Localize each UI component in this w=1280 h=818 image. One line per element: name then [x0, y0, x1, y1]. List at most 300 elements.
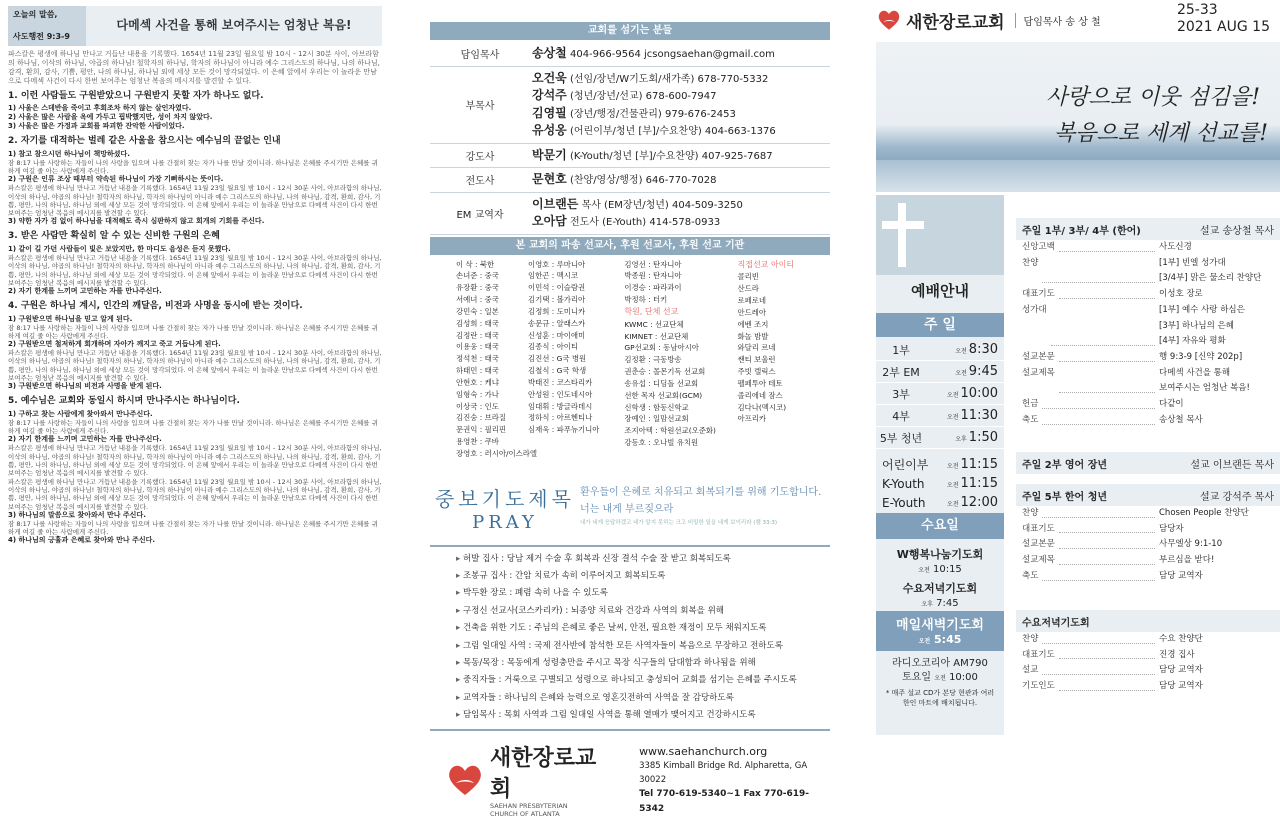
- prayer-subtitle: [580, 483, 830, 543]
- prayer-verse: 내가 네게 응답하겠고 네가 알지 못하는 크고 비밀한 일을 네게 보이리라 (렘 33:3): [580, 519, 778, 526]
- mission-item: 이 삭 : 북한: [456, 259, 495, 269]
- sermon-header: [8, 6, 382, 46]
- service-name: 2부 EM: [882, 365, 920, 379]
- program-row: [1016, 522, 1280, 538]
- service-name: 5부 청년: [879, 431, 923, 445]
- mission-item: 장영호 : 러시아/이스라엘: [456, 449, 538, 458]
- service-ampm: 오후: [955, 436, 967, 443]
- wed-service-2-time: 7:45: [936, 598, 959, 609]
- service-time: 8:30: [968, 342, 998, 357]
- sermon-intro: 파스칼은 평생에 하나님 만나고 거듭난 내용을 기록했다. 1654년 11월 23일 월요일 밤 10시 - 12시 30분 사이, 아브라함의 하나님, 이삭의 하나님, 야곱의 하나님! 철학자의 하나님, 학자의 하나님이 아니라 예수 그리스도의 하나님, 나의 하나님, 감격, 환희, 감사, 기쁨, 평안, 나의 하나님, 하나님 외에 세상 모든 것이 망각되었다. 이 은혜 앞에서 우리는 이 놀라운 만남으로 다메섹 사건이 다시 한번 보여주는 엄청난 복음의 메시지를 발견할 수 있다.: [8, 50, 380, 85]
- mission-item: 안현호 : 케냐: [456, 377, 499, 387]
- service-ampm: 오전: [946, 392, 959, 399]
- section-1-item: 2) 사울은 많은 사람을 옥에 가두고 핍박했지만, 성이 차지 않았다.: [8, 113, 213, 122]
- mission-item: 로페로네: [737, 295, 767, 305]
- program-item-value: 다같이: [1159, 399, 1184, 410]
- program-sunday-korean: [1016, 218, 1280, 429]
- mission-item: 선한 목자 선교회(GCM): [624, 390, 703, 400]
- footer-church-name: 새한장로교회: [490, 745, 597, 802]
- radio-station: 라디오코리아 AM790: [892, 658, 988, 669]
- program-row: [1016, 648, 1280, 664]
- radio-info: [876, 657, 1004, 709]
- mission-item: 안드레아: [737, 307, 767, 317]
- program-item-value: 사무엘상 9:1-10: [1159, 539, 1223, 550]
- cover-pastor: 담임목사 송 상 철: [1015, 13, 1101, 28]
- section-5-title: 5. 예수님은 교회와 동일시 하시며 만나주시는 하나님이다.: [8, 396, 240, 407]
- staff-role: 전도사: [430, 168, 530, 193]
- program-item-value: 이성호 장로: [1159, 289, 1203, 300]
- staff-row: [430, 168, 830, 193]
- prayer-item: ▸ 그림 일대일 사역 : 국제 전사반에 참석한 모든 사역자들이 복음으로 무장하고 전하도록: [456, 638, 830, 655]
- section-1-item: 1) 사울은 스데반을 죽이고 후회조차 하지 않는 살인자였다.: [8, 104, 192, 113]
- section-1-title: 1. 이런 사람들도 구원받았으니 구원받지 못할 자가 하나도 없다.: [8, 90, 264, 101]
- program-item-value: 담당 교역자: [1159, 665, 1203, 676]
- program-item-label: 설교본문: [1022, 352, 1055, 363]
- sea-image: [876, 160, 1280, 192]
- staff-line: [532, 122, 828, 140]
- dotted-leader: [1059, 287, 1155, 299]
- staff-name: 문현호: [532, 172, 567, 186]
- program-row: [1016, 506, 1280, 522]
- dotted-leader: [1042, 506, 1155, 518]
- footer-english-1: SAEHAN PRESBYTERIAN: [490, 801, 568, 810]
- staff-header: 교회를 섬기는 분들: [430, 22, 830, 40]
- service-name: 1부: [892, 343, 910, 357]
- dawn-prayer-label: 매일새벽기도회: [896, 618, 984, 633]
- mission-item: 김진숭 : 브라질: [456, 413, 507, 423]
- staff-line: [532, 87, 828, 105]
- footer-contact: [639, 743, 830, 817]
- program-item-value: 담당 교역자: [1159, 681, 1203, 692]
- program-row: [1016, 537, 1280, 553]
- mission-item: 강민숙 : 일본: [456, 306, 499, 316]
- prayer-title: [430, 483, 580, 543]
- prayer-subtitle-1: 환우들이 은혜로 치유되고 회복되기를 위해 기도합니다.: [580, 486, 822, 498]
- staff-info: 전도사 (E-Youth) 414-578-0933: [569, 217, 721, 228]
- staff-details: [530, 168, 830, 193]
- cover-banner: [876, 42, 1280, 192]
- dotted-leader: [1042, 397, 1155, 409]
- worship-title: 예배안내: [911, 282, 969, 300]
- staff-row: [430, 192, 830, 234]
- missions-col-3: [624, 259, 737, 477]
- section-2-item: 3) 약한 자가 검 없이 하나님을 대적해도 즉시 심판하지 않고 회개의 기회를 주신다.: [8, 217, 265, 226]
- staff-name: 유성옹: [532, 123, 567, 137]
- mission-item: 임한곤 : 멕시코: [528, 271, 579, 281]
- program-item-label: 설교제목: [1022, 555, 1055, 566]
- section-5-item: 2) 자기 한계를 느끼며 고민하는 자를 만나주신다.: [8, 435, 162, 444]
- section-3-title: 3. 받은 사람만 확실히 알 수 있는 신비한 구원의 은혜: [8, 231, 220, 242]
- program-row: [1016, 256, 1280, 287]
- staff-name: 박문기: [532, 147, 567, 162]
- mission-item: 산드라: [737, 284, 759, 294]
- radio-ampm: 오전: [934, 675, 946, 682]
- prayer-item: ▸ 담임목사 : 목회 사역과 그림 일대일 사역을 통해 열매가 맺어지고 건강하시도록: [456, 707, 830, 724]
- staff-table: [430, 42, 830, 235]
- wed-service-1-time: 10:15: [932, 564, 962, 575]
- service-time-box: [946, 495, 1004, 510]
- service-time-box: [926, 342, 1004, 357]
- program-item-label: 설교제목: [1022, 367, 1055, 378]
- mission-item: 이상국 : 인도: [456, 401, 499, 411]
- section-2-item: 1) 참고 참으시던 하나님이 책망하셨다.: [8, 149, 130, 158]
- dotted-leader: [1059, 648, 1155, 660]
- service-row: [876, 474, 1004, 493]
- staff-name: 이브랜든: [532, 196, 579, 211]
- mission-item: 이영호 : 루마니아: [528, 259, 586, 269]
- program-item-label: 기도인도: [1022, 681, 1055, 692]
- mission-item: 이용웅 : 태국: [456, 342, 499, 352]
- body-text: 잠 8:17 나를 사랑하는 자들이 나의 사랑을 입으며 나를 간절히 찾는 자가 나를 만날 것이니라. 하나님은 은혜를 주시기만 은혜를 귀하게 여길 줄 아는 사람에게 주신다.: [8, 323, 378, 340]
- service-time: 11:30: [960, 408, 998, 423]
- body-text: 잠 8:17 나를 사랑하는 자들이 나의 사랑을 입으며 나를 간절히 찾는 자가 나를 만날 것이니라. 하나님은 은혜를 주시기만 은혜를 귀하게 여길 줄 아는 사람에게 주신다.: [8, 418, 378, 436]
- missions-list: [430, 255, 830, 477]
- missions-col-1: [456, 259, 538, 477]
- program-item-value: 부르심을 받다!: [1159, 555, 1215, 566]
- staff-info: (찬양/영상/행정) 646-770-7028: [569, 175, 717, 186]
- mission-item: 장예인 : 일맘선교회: [624, 414, 689, 424]
- program-item-label: 찬양: [1022, 508, 1039, 518]
- program-item-value: Chosen People 찬양단: [1159, 508, 1249, 518]
- staff-line: [532, 171, 828, 189]
- service-time-box: [926, 408, 1004, 423]
- program-item-value: 행 9:3-9 [신약 202p]: [1159, 352, 1243, 363]
- church-logo-icon: [446, 763, 484, 797]
- body-text: 잠 8:17 나를 사랑하는 자들이 나의 사랑을 입으며 나를 간절히 찾는 자가 나를 만날 것이니라. 하나님은 은혜를 주시기만 은혜를 귀하게 여길 줄 아는 사람에게 주신다.: [8, 519, 378, 537]
- service-ampm: 오전: [946, 482, 959, 489]
- staff-details: [530, 66, 830, 143]
- service-time-box: [946, 457, 1004, 472]
- section-2-item: 2) 구원은 인류 조상 때부터 약속된 하나님이 가장 기뻐하시는 뜻이다.: [8, 175, 224, 184]
- section-4-item: 2) 구원받으면 철저하게 회개하며 자아가 깨지고 죽고 거듭나게 된다.: [8, 340, 221, 349]
- service-time-box: [926, 386, 1004, 401]
- mission-item: KWMC : 선교단체: [624, 319, 684, 329]
- staff-details: [530, 192, 830, 234]
- mission-item: 김정란 : 태국: [456, 330, 499, 340]
- mission-item: 신학생 : 함동신학교: [624, 402, 689, 412]
- mission-item: 김종식 : 아이티: [528, 342, 579, 352]
- service-ampm: 오전: [955, 370, 967, 377]
- prayer-title-korean: 중보기도제목: [435, 486, 575, 511]
- program-row: [1016, 569, 1280, 585]
- program-header: [1016, 610, 1280, 632]
- missions-col-2: [528, 259, 624, 477]
- staff-info: (선임/장년/W기도회/새가족) 678-770-5332: [569, 73, 769, 85]
- service-time-box: [926, 430, 1004, 445]
- youth-services: [876, 455, 1004, 512]
- today-label: 오늘의 말씀,: [13, 10, 58, 19]
- staff-info: (장년/행정/건물관리) 979-676-2453: [569, 108, 736, 120]
- program-item-value: 담당자: [1159, 523, 1184, 534]
- staff-info: (청년/장년/선교) 678-600-7947: [569, 91, 717, 102]
- staff-role: EM 교역자: [430, 192, 530, 234]
- program-row: [1016, 679, 1280, 695]
- website-link[interactable]: www.saehanchurch.org: [639, 744, 768, 758]
- service-ampm: 오전: [946, 501, 959, 508]
- cover-header: [848, 0, 1280, 40]
- program-wednesday: [1016, 610, 1280, 695]
- mission-item: 김다나(멕시코): [737, 402, 787, 412]
- program-sunday-english: [1016, 452, 1280, 474]
- dotted-leader: [1059, 366, 1155, 393]
- program-item-label: 찬양: [1022, 257, 1039, 268]
- program-title: 주일 1부/ 3부/ 4부 (한어): [1022, 225, 1141, 237]
- verse-box: [8, 6, 86, 46]
- cross-icon: [876, 195, 1004, 275]
- program-row: [1016, 350, 1280, 366]
- mission-item: GP선교회 : 동남아시아: [624, 343, 699, 353]
- dawn-prayer: [876, 611, 1004, 651]
- section-4-item: 3) 구원받으면 하나님의 비전과 사명을 받게 된다.: [8, 382, 162, 391]
- church-logo-icon: [876, 9, 902, 31]
- section-5-item: 3) 하나님의 말씀으로 찾아와서 만나 주신다.: [8, 510, 146, 519]
- cd-note: * 매주 설교 CD가 본당 현관과 여러 한인 마트에 배치됩니다.: [885, 689, 995, 707]
- footer-english-2: CHURCH OF ATLANTA: [490, 809, 560, 818]
- section-5-item: 1) 구하고 찾는 사람에게 찾아와서 만나주신다.: [8, 409, 153, 418]
- service-time: 12:00: [960, 495, 998, 510]
- staff-name: 강석주: [532, 88, 567, 102]
- dotted-leader: [1059, 553, 1155, 565]
- issue-number: 25-33: [1176, 2, 1218, 18]
- mission-item: 심재욱 : 파푸뉴기니아: [528, 425, 600, 435]
- dotted-leader: [1042, 632, 1155, 644]
- service-name: 어린이부: [882, 458, 929, 472]
- mission-item: 박종원 : 탄자니아: [624, 271, 682, 281]
- mission-item: 김정환 : 극동방송: [624, 355, 682, 365]
- section-1-item: 3) 사울은 많은 가정과 교회를 파괴한 잔악한 사람이었다.: [8, 122, 185, 131]
- mission-item: 박정하 : 터키: [624, 295, 668, 305]
- mission-item: 학원, 단체 선교: [624, 306, 679, 316]
- service-time: 1:50: [968, 430, 998, 445]
- mission-item: KIMNET : 선교단체: [624, 331, 689, 341]
- mission-item: 김성희 : 태국: [456, 318, 499, 328]
- verse-ref: 사도행전 9:3-9: [13, 31, 70, 41]
- mission-item: 콜리빈: [737, 272, 759, 282]
- service-row: [876, 405, 1004, 427]
- program-title: 주일 2부 영어 장년: [1022, 459, 1108, 471]
- service-time-box: [946, 476, 1004, 491]
- program-item-label: 축도: [1022, 414, 1039, 425]
- body-text: 파스칼은 평생에 하나님 만나고 거듭난 내용을 기록했다. 1654년 11월 23일 월요일 밤 10시 - 12시 30분 사이, 아브라함의 하나님, 이삭의 하나님, 야곱의 하나님! 철학자의 하나님, 학자의 하나님이 아니라 예수 그리스도의 하나님, 나의 하나님, 감격, 환희, 감사, 기쁨, 평안, 나의 하나님, 하나님 외에 세상 모든 것이 망각되었다. 이 은혜 앞에서 우리는 이 놀라운 만남으로 다메섹 사건이 다시 한번 보여주는 엄청난 복음의 메시지를 발견할 수 있다.: [8, 349, 382, 383]
- program-header: [1016, 452, 1280, 474]
- mission-item: 강동호 : 오나빌 유치원: [624, 438, 699, 448]
- staff-name: 오아담: [532, 214, 567, 228]
- body-text: 파스칼은 평생에 하나님 만나고 거듭난 내용을 기록했다. 1654년 11월 23일 월요일 밤 10시 - 12시 30분 사이, 아브라함의 하나님, 이삭의 하나님, 야곱의 하나님! 철학자의 하나님, 학자의 하나님이 아니라 예수 그리스도의 하나님, 나의 하나님, 감격, 환희, 감사, 기쁨, 평안, 나의 하나님, 하나님 외에 세상 모든 것이 망각되었다. 이 은혜 앞에서 우리는 이 놀라운 만남으로 다메섹 사건이 다시 한번 보여주는 엄청난 복음의 메시지를 발견할 수 있다.: [8, 253, 382, 287]
- wed-service-2-ampm: 오후: [921, 601, 933, 608]
- prayer-item: ▸ 목동/목장 : 목동에게 성령충만을 주시고 목장 식구들의 담대함과 하나됨을 위해: [456, 655, 830, 672]
- radio-day: 토요일: [902, 672, 932, 683]
- prayer-header: [430, 483, 830, 543]
- staff-name: 김영필: [532, 105, 567, 120]
- prayer-item: ▸ 교역자들 : 하나님의 은혜와 능력으로 영혼깃전하여 사역을 잘 감당하도록: [456, 690, 830, 707]
- mission-item: 에벤 조지: [737, 319, 769, 329]
- program-item-label: 대표기도: [1022, 649, 1055, 660]
- dotted-leader: [1042, 256, 1155, 283]
- service-time-box: [926, 364, 1004, 379]
- service-time: 9:45: [968, 364, 998, 379]
- dotted-leader: [1042, 663, 1155, 675]
- program-item-value: 수요 찬양단: [1159, 634, 1203, 644]
- program-title: 수요저녁기도회: [1022, 617, 1090, 629]
- program-header: [1016, 484, 1280, 506]
- staff-details: [530, 42, 830, 66]
- wed-service-1-ampm: 오전: [918, 567, 930, 574]
- prayer-item: ▸ 구정신 선교사(코스카리카) : 뇌종양 치료와 건강과 사역의 회복을 위해: [456, 603, 830, 620]
- mission-item: 박태진 : 코스타리카: [528, 377, 593, 387]
- prayer-item: ▸ 박두환 장로 : 폐렴 속히 나을 수 있도록: [456, 585, 830, 602]
- section-4-title: 4. 구원은 하나님 계시, 인간의 깨달음, 비전과 사명을 동시에 받는 것이다.: [8, 301, 303, 312]
- staff-info: (K-Youth/청년 [부]/수요찬양) 407-925-7687: [569, 150, 773, 162]
- banner-line-1: 사랑으로 이웃 섬김을!: [1046, 85, 1261, 110]
- phone: Tel 770-619-5340~1 Fax 770-619-5342: [639, 789, 810, 814]
- service-ampm: 오전: [946, 463, 959, 470]
- service-time: 10:00: [960, 386, 998, 401]
- sermon-title: 다메섹 사건을 통해 보여주시는 엄청난 복음!: [86, 6, 382, 46]
- service-row: [876, 493, 1004, 512]
- church-info-panel: [430, 0, 830, 818]
- service-time: 11:15: [960, 457, 998, 472]
- prayer-subtitle-2: 너는 내게 부르짖으라: [580, 503, 674, 515]
- program-item-value: [1부] 빈엘 성가대 [3/4부] 맑은 물소리 찬양단: [1159, 257, 1262, 284]
- mission-item: 송문규 : 알래스카: [528, 318, 586, 328]
- mission-item: 정석천 : 태국: [456, 354, 499, 364]
- program-sunday-youth: [1016, 484, 1280, 585]
- program-item-label: 설교본문: [1022, 539, 1055, 550]
- prayer-item: ▸ 조봉규 집사 : 간암 치료가 속히 이루어지고 회복되도록: [456, 568, 830, 585]
- service-ampm: 오전: [946, 414, 959, 421]
- mission-item: 권춘승 : 몰몬기독 선교회: [624, 367, 706, 377]
- section-3-item: 1) 같이 길 가던 사람들이 빛은 보았지만, 한 마디도 음성은 듣지 못했다.: [8, 244, 231, 253]
- radio-time: 10:00: [949, 672, 978, 683]
- mission-item: 송유섭 : 디딤돌 선교회: [624, 378, 699, 388]
- program-item-value: [1부] 예수 사랑 하심은 [3부] 하나님의 은혜 [4부] 자유와 평화: [1159, 304, 1245, 347]
- mission-item: 김철식 : G국 학생: [528, 366, 587, 376]
- dotted-leader: [1059, 350, 1155, 362]
- program-row: [1016, 413, 1280, 429]
- staff-row: [430, 143, 830, 168]
- mission-item: 이민석 : 이슬람권: [528, 283, 586, 293]
- mission-item: 와달리 르네: [737, 343, 776, 353]
- staff-role: 부목사: [430, 66, 530, 143]
- staff-info: 404-966-9564 jcsongsaehan@gmail.com: [569, 49, 775, 60]
- program-item-value: 진경 집사: [1159, 649, 1195, 660]
- program-row: [1016, 397, 1280, 413]
- service-row: [876, 339, 1004, 361]
- program-item-value: 담당 교역자: [1159, 570, 1203, 581]
- footer: [430, 741, 830, 818]
- mission-item: 조지아텍 : 학원선교(오준화): [624, 426, 716, 436]
- mission-item: 유장환 : 중국: [456, 283, 499, 293]
- issue-date: [1177, 2, 1270, 36]
- section-4-item: 1) 구원받으면 하나님을 믿고 알게 된다.: [8, 314, 133, 323]
- dotted-leader: [1059, 240, 1155, 252]
- missions-header: 본 교회의 파송 선교사, 후원 선교사, 후원 선교 기관: [430, 237, 830, 255]
- body-text: 파스칼은 평생에 하나님 만나고 거듭난 내용을 기록했다. 1654년 11월 23일 월요일 밤 10시 - 12시 30분 사이, 아브라함의 하나님, 이삭의 하나님, 야곱의 하나님! 철학자의 하나님, 학자의 하나님이 아니라 예수 그리스도의 하나님, 나의 하나님, 감격, 환희, 감사, 기쁨, 평안, 나의 하나님, 하나님 외에 세상 모든 것이 망각되었다. 이 은혜 앞에서 우리는 이 놀라운 만남으로 다메섹 사건이 다시 한번 보여주는 엄청난 복음의 메시지를 발견할 수 있다.: [8, 477, 382, 511]
- program-item-label: 헌금: [1022, 399, 1039, 410]
- prayer-item: ▸ 건축을 위한 기도 : 주님의 은혜로 좋은 날씨, 안전, 필요한 재정이 모두 채워지도록: [456, 620, 830, 637]
- program-item-label: 성가대: [1022, 304, 1047, 315]
- direct-mission-title: 직접선교 아이티: [737, 259, 795, 269]
- wednesday-services: [876, 547, 1004, 611]
- program-preacher: 설교 송상철 목사: [1200, 225, 1274, 237]
- program-row: [1016, 303, 1280, 350]
- service-row: [876, 383, 1004, 405]
- sunday-services: [876, 339, 1004, 449]
- staff-row: [430, 42, 830, 66]
- mission-item: 펠페투아 테토: [737, 378, 783, 388]
- program-row: [1016, 287, 1280, 303]
- section-5-item: 4) 하나님의 긍휼과 은혜로 찾아와 만나 주신다.: [8, 536, 156, 545]
- program-row: [1016, 240, 1280, 256]
- mission-item: 김정희 : 도미니카: [528, 306, 586, 316]
- staff-role: 담임목사: [430, 42, 530, 66]
- dawn-time: 5:45: [934, 633, 962, 646]
- dotted-leader: [1051, 303, 1155, 346]
- mission-item: 정하식 : 아르헨티나: [528, 413, 593, 423]
- mission-item: 임대휘 : 방글라데시: [528, 401, 593, 411]
- wednesday-label: 수요일: [876, 513, 1004, 539]
- service-ampm: 오전: [955, 348, 967, 355]
- body-text: 파스칼은 평생에 하나님 만나고 거듭난 내용을 기록했다. 1654년 11월 23일 월요일 밤 10시 - 12시 30분 사이, 아브라함의 하나님, 이삭의 하나님, 야곱의 하나님! 철학자의 하나님, 학자의 하나님이 아니라 예수 그리스도의 하나님, 나의 하나님, 감격, 환희, 감사, 기쁨, 평안, 나의 하나님, 하나님 외에 세상 모든 것이 망각되었다. 이 은혜 앞에서 우리는 이 놀라운 만남으로 다메섹 사건이 다시 한번 보여주는 엄청난 복음의 메시지를 발견할 수 있다.: [8, 444, 382, 478]
- dotted-leader: [1059, 537, 1155, 549]
- program-header: [1016, 218, 1280, 240]
- wed-service-1: W행복나눔기도회: [896, 548, 984, 561]
- service-row: [876, 361, 1004, 383]
- mission-item: 주빗 렐릭스: [737, 367, 776, 377]
- dotted-leader: [1042, 569, 1155, 581]
- missions-col-4: [738, 259, 827, 477]
- worship-column: [876, 195, 1004, 735]
- staff-details: [530, 143, 830, 168]
- service-row: [876, 427, 1004, 449]
- mission-item: 김기택 : 볼가리아: [528, 295, 586, 305]
- staff-line: [532, 70, 828, 88]
- mission-item: 신성훈 : 마이애미: [528, 330, 586, 340]
- dotted-leader: [1059, 679, 1155, 691]
- cover-panel: [848, 0, 1280, 770]
- mission-item: 이경승 : 파라과이: [624, 283, 682, 293]
- service-name: E-Youth: [882, 495, 926, 510]
- cover-church-name: 새한장로교회: [906, 12, 1005, 33]
- mission-item: 용영찬 : 쿠바: [456, 437, 499, 447]
- mission-item: 서예녀 : 중국: [456, 295, 499, 305]
- program-row: [1016, 366, 1280, 397]
- staff-name: 송상철: [532, 46, 567, 60]
- mission-item: 안성원 : 인도네시아: [528, 389, 593, 399]
- dotted-leader: [1042, 413, 1155, 425]
- banner-line-2: 복음으로 세계 선교를!: [1054, 121, 1269, 146]
- program-row: [1016, 632, 1280, 648]
- staff-line: [532, 105, 828, 123]
- staff-line: [532, 45, 828, 63]
- mission-item: 손녀준 : 중국: [456, 271, 499, 281]
- staff-line: [532, 147, 828, 165]
- wed-service-2: 수요저녁기도회: [902, 582, 978, 595]
- section-2-title: 2. 자기를 대적하는 벌레 같은 사울을 참으시는 예수님의 끝없는 인내: [8, 136, 281, 147]
- mission-item: 하태민 : 태국: [456, 366, 499, 376]
- staff-line: [532, 196, 828, 214]
- staff-info: 목사 (EM장년/청년) 404-509-3250: [581, 199, 743, 211]
- service-time: 11:15: [960, 476, 998, 491]
- program-preacher: 설교 강석주 목사: [1200, 491, 1274, 503]
- staff-row: [430, 66, 830, 143]
- prayer-item: ▸ 중직자들 : 거룩으로 구별되고 성령으로 하나되고 충성되어 교회를 섬기는 은혜를 주시도록: [456, 672, 830, 689]
- staff-role: 강도사: [430, 143, 530, 168]
- section-3-item: 2) 자기 한계를 느끼며 고민하는 자를 만나주신다.: [8, 287, 162, 296]
- dawn-ampm: 오전: [918, 638, 931, 645]
- program-item-value: 사도신경: [1159, 242, 1192, 252]
- service-name: 4부: [892, 409, 910, 423]
